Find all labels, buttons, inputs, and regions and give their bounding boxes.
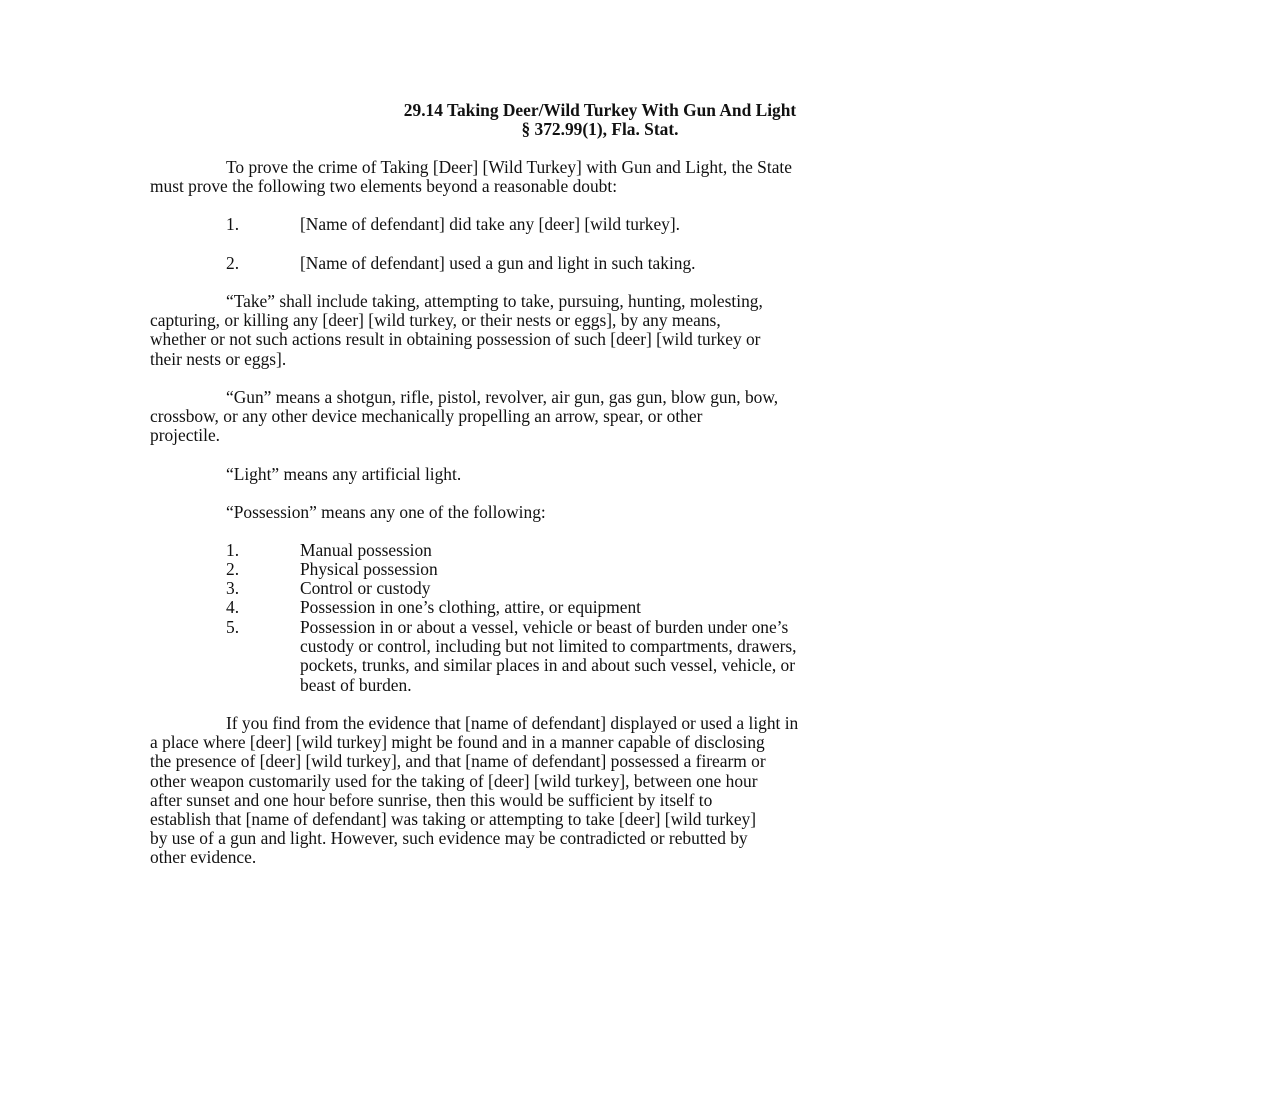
- paragraph-line: projectile.: [150, 425, 221, 446]
- gun-definition-paragraph: [150, 388, 1055, 446]
- possession-number: 5.: [226, 617, 240, 637]
- paragraph-line: establish that [name of defendant] was taking or attempting to take [deer] [wild turkey]: [150, 809, 757, 830]
- paragraph-line: “Possession” means any one of the following:: [226, 502, 546, 522]
- take-definition-paragraph: [150, 292, 1055, 369]
- possession-number: 1.: [226, 540, 240, 560]
- light-definition-paragraph: [150, 465, 1055, 484]
- element-number: 1.: [226, 214, 240, 234]
- statute-citation: § 372.99(1), Fla. Stat.: [521, 119, 679, 139]
- paragraph-line: whether or not such actions result in obtaining possession of such [deer] [wild turkey or: [150, 329, 761, 350]
- paragraph-line: other evidence.: [150, 847, 257, 868]
- possession-intro-paragraph: [150, 503, 1055, 522]
- paragraph-line: by use of a gun and light. However, such evidence may be contradicted or rebutted by: [150, 828, 748, 849]
- paragraph-line: To prove the crime of Taking [Deer] [Wild Turkey] with Gun and Light, the State: [226, 157, 792, 177]
- possession-number: 2.: [226, 559, 240, 579]
- possession-text-line: custody or control, including but not limited to compartments, drawers,: [300, 636, 797, 657]
- element-number: 2.: [226, 253, 240, 273]
- element-text: [Name of defendant] did take any [deer] [wild turkey].: [300, 214, 681, 234]
- page-title: 29.14 Taking Deer/Wild Turkey With Gun And Light: [403, 100, 797, 120]
- possession-number: 4.: [226, 597, 240, 617]
- possession-text-line: Possession in or about a vessel, vehicle or beast of burden under one’s: [300, 617, 789, 637]
- intro-paragraph: [150, 158, 1055, 196]
- paragraph-line: the presence of [deer] [wild turkey], and that [name of defendant] possessed a firearm or: [150, 751, 766, 772]
- possession-number: 3.: [226, 578, 240, 598]
- possession-text: [300, 618, 797, 695]
- paragraph-line: “Light” means any artificial light.: [226, 464, 462, 484]
- paragraph-line: “Take” shall include taking, attempting to take, pursuing, hunting, molesting,: [226, 291, 763, 311]
- paragraph-line: after sunset and one hour before sunrise, then this would be sufficient by itself to: [150, 789, 713, 810]
- paragraph-line: crossbow, or any other device mechanically propelling an arrow, spear, or other: [150, 406, 703, 427]
- possession-text-line: beast of burden.: [300, 674, 412, 695]
- possession-text: Possession in one’s clothing, attire, or equipment: [300, 597, 642, 617]
- paragraph-line: must prove the following two elements beyond a reasonable doubt:: [150, 176, 618, 197]
- possession-text: Control or custody: [300, 578, 431, 598]
- possession-text: Physical possession: [300, 559, 438, 579]
- paragraph-line: a place where [deer] [wild turkey] might be found and in a manner capable of disclosing: [150, 732, 765, 753]
- possession-text: Manual possession: [300, 540, 432, 560]
- possession-text-line: pockets, trunks, and similar places in and about such vessel, vehicle, or: [300, 655, 796, 676]
- evidence-paragraph: [150, 714, 1055, 868]
- paragraph-line: their nests or eggs].: [150, 348, 287, 369]
- paragraph-line: If you find from the evidence that [name of defendant] displayed or used a light in: [226, 713, 799, 733]
- paragraph-line: “Gun” means a shotgun, rifle, pistol, revolver, air gun, gas gun, blow gun, bow,: [226, 387, 779, 407]
- element-text: [Name of defendant] used a gun and light in such taking.: [300, 253, 696, 273]
- paragraph-line: other weapon customarily used for the taking of [deer] [wild turkey], between one hour: [150, 770, 758, 791]
- paragraph-line: capturing, or killing any [deer] [wild turkey, or their nests or eggs], by any means,: [150, 310, 721, 331]
